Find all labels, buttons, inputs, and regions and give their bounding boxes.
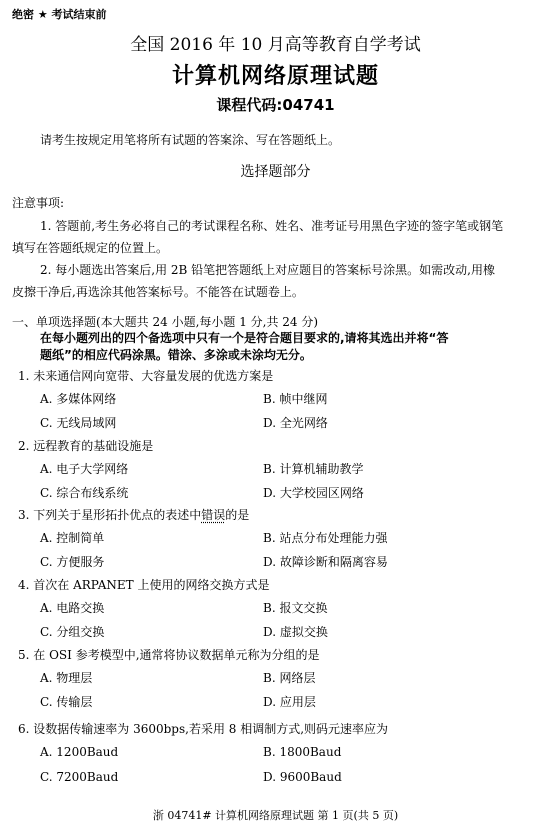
notes-title: 注意事项: — [12, 196, 65, 210]
notes-item-2-line-2: 皮擦干净后,再选涂其他答案标号。不能答在试题卷上。 — [12, 285, 304, 299]
question-2-option-d: D. 大学校园区网络 — [263, 486, 364, 500]
instruction-text: 请考生按规定用笔将所有试题的答案涂、写在答题纸上。 — [40, 133, 341, 147]
page-footer: 浙 04741# 计算机网络原理试题 第 1 页(共 5 页) — [152, 809, 399, 822]
question-4-option-d: D. 虚拟交换 — [263, 625, 328, 639]
question-3-option-d: D. 故障诊断和隔离容易 — [263, 555, 388, 569]
question-3-stem-emphasis: 错误 — [201, 508, 226, 522]
exam-title: 全国 2016 年 10 月高等教育自学考试 — [130, 35, 421, 55]
question-4-option-a: A. 电路交换 — [40, 601, 105, 615]
question-1-option-b: B. 帧中继网 — [263, 392, 328, 406]
question-5-option-d: D. 应用层 — [263, 695, 316, 709]
question-5-stem: 5. 在 OSI 参考模型中,通常将协议数据单元称为分组的是 — [18, 648, 320, 662]
question-3-stem — [18, 506, 249, 523]
confidential-label: 绝密 ★ 考试结束前 — [12, 8, 107, 21]
question-2-option-b: B. 计算机辅助教学 — [263, 462, 364, 476]
part1-desc-line-1: 在每小题列出的四个备选项中只有一个是符合题目要求的,请将其选出并将“答 — [40, 331, 449, 345]
notes-item-1-line-2: 填写在答题纸规定的位置上。 — [12, 241, 169, 255]
question-2-option-c: C. 综合布线系统 — [40, 486, 129, 500]
question-4-option-b: B. 报文交换 — [263, 601, 328, 615]
question-6-option-d: D. 9600Baud — [263, 770, 342, 784]
question-3-option-a: A. 控制简单 — [40, 531, 105, 545]
question-3-option-c: C. 方便服务 — [40, 555, 105, 569]
question-5-option-b: B. 网络层 — [263, 671, 316, 685]
notes-item-2-line-1: 2. 每小题选出答案后,用 2B 铅笔把答题纸上对应题目的答案标号涂黑。如需改动,用橡 — [40, 263, 495, 277]
question-6-option-c: C. 7200Baud — [40, 770, 119, 784]
subject-title: 计算机网络原理试题 — [171, 64, 379, 89]
question-6-option-a: A. 1200Baud — [40, 745, 119, 759]
question-1-option-a: A. 多媒体网络 — [40, 392, 117, 406]
question-2-stem: 2. 远程教育的基础设施是 — [18, 439, 154, 453]
question-4-option-c: C. 分组交换 — [40, 625, 105, 639]
question-5-option-a: A. 物理层 — [40, 671, 93, 685]
question-3-stem-before: 3. 下列关于星形拓扑优点的表述中 — [18, 508, 202, 522]
section-title: 选择题部分 — [240, 164, 311, 180]
part1-desc-line-2: 题纸”的相应代码涂黑。错涂、多涂或未涂均无分。 — [40, 348, 312, 362]
question-3-option-b: B. 站点分布处理能力强 — [263, 531, 388, 545]
question-1-stem: 1. 未来通信网向宽带、大容量发展的优选方案是 — [18, 369, 274, 383]
part1-heading: 一、单项选择题(本大题共 24 小题,每小题 1 分,共 24 分) — [12, 315, 319, 329]
question-6-option-b: B. 1800Baud — [263, 745, 342, 759]
question-1-option-d: D. 全光网络 — [263, 416, 328, 430]
question-5-option-c: C. 传输层 — [40, 695, 93, 709]
question-1-option-c: C. 无线局域网 — [40, 416, 117, 430]
notes-item-1-line-1: 1. 答题前,考生务必将自己的考试课程名称、姓名、准考证号用黑色字迹的签字笔或钢笔 — [40, 219, 504, 233]
question-2-option-a: A. 电子大学网络 — [40, 462, 129, 476]
course-code: 课程代码:04741 — [216, 96, 335, 114]
question-4-stem: 4. 首次在 ARPANET 上使用的网络交换方式是 — [18, 578, 270, 592]
question-3-stem-after: 的是 — [225, 508, 250, 522]
question-6-stem: 6. 设数据传输速率为 3600bps,若采用 8 相调制方式,则码元速率应为 — [18, 722, 389, 736]
